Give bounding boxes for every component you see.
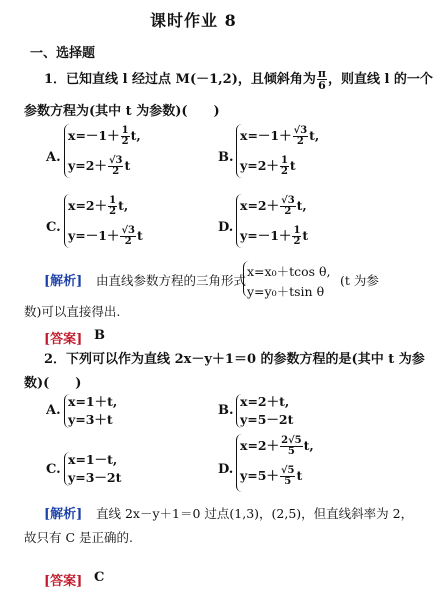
q1-a-r1-frac [121, 126, 130, 147]
q1-b-r2: y=2＋ [240, 158, 279, 173]
q2-option-b-row1: x=2＋t, [240, 394, 290, 409]
q1-analysis-sys1: x=x₀＋tcos θ, [247, 264, 331, 279]
q2-answer: C [94, 570, 105, 585]
section-heading: 一、选择题 [30, 46, 96, 61]
q1-d-r1-frac [280, 196, 296, 217]
q2-option-b-label[interactable]: B. [218, 403, 234, 418]
q1-option-c-label[interactable]: C. [46, 220, 61, 235]
q2-d-r1-frac [280, 436, 303, 457]
q1-d-r1-den: 2 [284, 206, 292, 217]
q2-answer-tag: [答案] [44, 574, 83, 589]
q1-a-r2-num: √3 [108, 155, 123, 166]
q2-d-r2: y=5＋ [240, 468, 279, 483]
q2-option-a-row1: x=1＋t, [68, 394, 118, 409]
q1-b-r1-frac [293, 126, 309, 147]
q1-b-r1-num: √3 [293, 125, 308, 136]
q2-d-r1: x=2＋ [240, 438, 280, 453]
q1-answer-tag: [答案] [44, 332, 83, 347]
q1-c-r2-num: √3 [121, 225, 135, 236]
q2-stem-line2: 数)( ) [24, 376, 82, 391]
q1-option-b-row2 [240, 156, 296, 177]
q1-d-r2-num: 1 [293, 225, 301, 236]
q1-c-r2-frac [120, 226, 136, 247]
q1-analysis-tail: (t 为参 [340, 273, 379, 288]
q2-option-c-row2: y=3－2t [68, 470, 122, 485]
q1-angle-num: π [317, 67, 326, 80]
q2-option-c-row1: x=1－t, [68, 452, 118, 467]
q1-b-r2-den: 2 [280, 166, 288, 177]
q1-b-r2-t: t [289, 158, 296, 173]
q2-option-b-row2: y=5－2t [240, 412, 294, 427]
q1-a-r1-den: 2 [121, 136, 129, 147]
q1-option-c-row1 [68, 196, 128, 217]
q2-d-r2-frac [280, 466, 296, 487]
q2-option-d-row1 [240, 436, 314, 457]
q1-b-r1-den: 2 [296, 136, 304, 147]
q1-angle-fraction [317, 68, 327, 91]
q1-d-r2: y=－1＋ [240, 228, 292, 243]
q1-option-b-row1 [240, 126, 319, 147]
q1-c-r1-frac [108, 196, 117, 217]
q2-analysis-line2: 故只有 C 是正确的. [24, 530, 133, 545]
page-title: 课时作业 8 [150, 11, 237, 30]
q1-b-r2-num: 1 [280, 155, 288, 166]
q1-stem-line1 [44, 68, 433, 91]
q1-angle-den: 6 [318, 79, 326, 92]
q1-option-a-row2 [68, 156, 130, 177]
q2-analysis-line1: 直线 2x－y＋1＝0 过点(1,3)，(2,5)，但直线斜率为 2， [96, 506, 414, 521]
q2-option-d-label[interactable]: D. [218, 462, 234, 477]
q1-c-r2-den: 2 [124, 236, 132, 247]
q2-option-d-row2 [240, 466, 302, 487]
q1-d-r1-t: t, [296, 198, 307, 213]
q1-d-r2-frac [292, 226, 301, 247]
q1-analysis-text: 由直线参数方程的三角形式 [96, 273, 247, 288]
q1-c-r1-den: 2 [109, 206, 117, 217]
q1-d-r2-t: t [302, 228, 309, 243]
q1-option-a-label[interactable]: A. [46, 150, 61, 165]
q1-c-r1-num: 1 [109, 195, 117, 206]
q1-option-d-row1 [240, 196, 307, 217]
q2-analysis-tag: [解析] [44, 507, 83, 522]
q1-b-r1: x=－1＋ [240, 128, 292, 143]
q1-d-r1: x=2＋ [240, 198, 280, 213]
q1-a-r2-t: t [124, 158, 131, 173]
q1-a-r1-num: 1 [121, 125, 129, 136]
q1-c-r1-t: t, [118, 198, 129, 213]
q1-option-c-row2 [68, 226, 143, 247]
q1-stem-text: 1．已知直线 l 经过点 M(－1,2)，且倾斜角为 [44, 72, 316, 87]
q1-analysis-line2: 数)可以直接得出. [24, 304, 121, 319]
q1-c-r2: y=－1＋ [68, 228, 120, 243]
q1-option-a-row1 [68, 126, 141, 147]
q1-d-r1-num: √3 [281, 195, 295, 206]
q1-a-r2-den: 2 [112, 166, 120, 177]
q2-stem-line1: 2．下列可以作为直线 2x－y＋1＝0 的参数方程的是(其中 t 为参 [44, 352, 425, 367]
q2-option-a-row2: y=3＋t [68, 412, 113, 427]
q2-d-r1-den: 5 [287, 446, 295, 457]
q1-option-b-label[interactable]: B. [218, 150, 234, 165]
q1-answer: B [94, 328, 105, 343]
q1-c-r2-t: t [136, 228, 143, 243]
q2-option-a-label[interactable]: A. [46, 403, 61, 418]
q2-d-r1-t: t, [303, 438, 314, 453]
q1-c-r1: x=2＋ [68, 198, 108, 213]
q2-d-r2-den: 5 [284, 476, 292, 487]
q2-d-r1-num: 2√5 [281, 435, 302, 446]
q2-option-c-label[interactable]: C. [46, 462, 61, 477]
q2-d-r2-t: t [296, 468, 303, 483]
q1-a-r2: y=2＋ [68, 158, 107, 173]
q1-stem-line2: 参数方程为(其中 t 为参数)( ) [24, 104, 220, 119]
q1-d-r2-den: 2 [293, 236, 301, 247]
q1-option-d-label[interactable]: D. [218, 220, 234, 235]
q1-a-r1-t: t, [130, 128, 141, 143]
q1-analysis-tag: [解析] [44, 274, 83, 289]
q2-d-r2-num: √5 [280, 465, 295, 476]
q1-a-r1: x=－1＋ [68, 128, 120, 143]
q1-b-r1-t: t, [309, 128, 320, 143]
q1-stem-tail: ，则直线 l 的一个 [327, 72, 433, 87]
q1-analysis-sys2: y=y₀＋tsin θ [247, 284, 325, 299]
q1-a-r2-frac [108, 156, 124, 177]
q1-option-d-row2 [240, 226, 308, 247]
q1-b-r2-frac [280, 156, 289, 177]
